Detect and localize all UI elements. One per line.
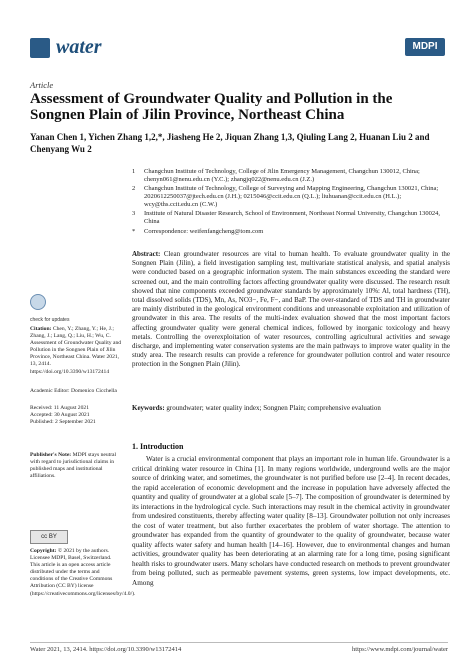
- author-list: Yanan Chen 1, Yichen Zhang 1,2,*, Jiasheng He 2, Jiquan Zhang 1,3, Qiuling Lang 2, Huanan Liu 2 and Chenyang Wu 2: [30, 132, 430, 154]
- affiliation-1: [132, 168, 452, 184]
- citation-text: Chen, Y.; Zhang, Y.; He, J.; Zhang, J.; Lang, Q.; Liu, H.; Wu, C. Assessment of Groundwater Quality and Pollution in the Songnen Plain of Jilin Province, Northeast China. Water 2021, 13, 2414. https://doi.org/10.3390/w13172414: [30, 326, 122, 375]
- received-date: Received: 11 August 2021: [30, 405, 89, 411]
- article-type: Article: [30, 80, 54, 90]
- copyright-label: Copyright:: [30, 548, 57, 554]
- introduction-body: [132, 455, 450, 588]
- affiliation-text: Changchun Institute of Technology, College of Jilin Emergency Management, Changchun 130012, China; chenyn061@nenu.edu.cn (Y.C.); zhangjq022@nenu.edu.cn (J.Z.): [144, 168, 420, 183]
- publisher-note-label: Publisher's Note:: [30, 452, 72, 458]
- abstract: [132, 250, 450, 370]
- correspondence: [132, 228, 452, 236]
- journal-name: water: [56, 36, 102, 58]
- check-for-updates-button[interactable]: [30, 293, 72, 329]
- accepted-date: Accepted: 30 August 2021: [30, 412, 90, 419]
- abstract-label: Abstract:: [132, 250, 161, 258]
- affiliation-3: [132, 210, 452, 226]
- section-heading: 1. Introduction: [132, 442, 184, 451]
- keywords-label: Keywords:: [132, 404, 165, 412]
- check-updates-icon: [30, 294, 46, 310]
- keywords-text: groundwater; water quality index; Songnen Plain; comprehensive evaluation: [166, 404, 381, 412]
- keywords: [132, 404, 450, 413]
- affiliation-number: *: [132, 228, 136, 235]
- published-date: Published: 2 September 2021: [30, 419, 96, 426]
- journal-url-link[interactable]: https://www.mdpi.com/journal/water: [352, 646, 448, 653]
- publisher-note-text: MDPI stays neutral with regard to jurisdictional claims in published maps and institutional affiliations.: [30, 452, 117, 480]
- affiliation-text: Changchun Institute of Technology, College of Surveying and Mapping Engineering, Changchun 130021, China; 2020612250037@jtech.edu.cn (J.H.); 0215046@ccit.edu.cn (Q.L.); liuhuanan@ccit.edu.cn (H.L.); wcy@ths.ccit.edu.cn (C.W.): [144, 185, 439, 208]
- abstract-text: Clean groundwater resources are vital to human health. To evaluate groundwater quality in the Songnen Plain (Jilin), a field investigation sampling test, multivariate statistical analysis, and spatial analysis were conducted based on a geographic information system. The main substances exceeding the standard were screened out, and the main controlling factors affecting groundwater quality were discussed. The research result showed that nine components exceeded groundwater standards by approximately 10%: Al, total hardness (TH), total dissolved solids (TDS), Mn, As, NO3−, Fe, F−, and BaP. The over-standard of TDS and TH in groundwater are mainly distributed in the geological environment conditions and unreasonable exploitation and utilization of groundwater in this area. The results of the multi-index evaluation showed that the most important factors affecting groundwater quality were general chemical indices, followed by inorganic toxicology and heavy metals. Controlling the overexploitation of water resources, controlling agricultural activities and sewage discharge, and implementing water conservation systems are the main pathways to improve water quality in the study area. The research results can provide a reference for groundwater pollution control and water resource protection in the Songnen Plain (Jilin).: [132, 250, 451, 369]
- citation-block: [30, 326, 122, 376]
- affiliation-number: 1: [132, 168, 136, 175]
- correspondence-text: Correspondence: weifenfangcheng@tom.com: [144, 228, 264, 235]
- cc-by-license-icon[interactable]: cc BY: [30, 530, 68, 544]
- affiliation-number: 3: [132, 210, 136, 217]
- citation-label: Citation:: [30, 326, 52, 332]
- affiliation-number: 2: [132, 185, 136, 192]
- check-updates-label: check for updates: [30, 316, 70, 323]
- copyright-text: © 2021 by the authors. Licensee MDPI, Basel, Switzerland. This article is an open access article distributed under the terms and conditions of the Creative Commons Attribution (CC BY) license (https://creativecommons.org/licenses/by/4.0/).: [30, 548, 136, 597]
- journal-logo-icon: [30, 38, 50, 58]
- affiliation-text: Institute of Natural Disaster Research, School of Environment, Northeast Normal University, Changchun 130024, China: [144, 210, 440, 225]
- paper-title: Assessment of Groundwater Quality and Pollution in the Songnen Plain of Jilin Province, Northeast China: [30, 91, 393, 123]
- copyright-block: [30, 548, 136, 598]
- footer-divider: [30, 642, 448, 643]
- introduction-paragraph: Water is a crucial environmental component that plays an important role in human life. Groundwater is a critical drinking water resource in China [1]. In many regions worldwide, underground wells are the major source of drinking water, and sometimes, the groundwater is not purified before use [2–4]. In recent decades, the rapid acceleration of economic development and the increase in population have adversely affected the quantity and quality of groundwater at a global scale [5–7]. The composition of groundwater is determined by its interactions in the hydrological cycle. Such interactions may result in the chemical activity in groundwater from undesired constituents, thereby affecting water quality [8–13]. Groundwater pollution not only increases the cost of water treatment, but also further exacerbates the problem of water shortage. The attention to groundwater has expanded from the quantity of groundwater to the quality of groundwater, because water quality affects water safety and human health [14–16]. However, due to environmental changes and human activities, groundwater quality has been deteriorating at an alarming rate for a long time, posing significant health risks to groundwater users. Many scholars have conducted research on methods to prevent groundwater from being polluted, such as permeable pavement systems, green systems, low impact developments, etc. Among: [132, 455, 450, 587]
- footer-citation[interactable]: Water 2021, 13, 2414. https://doi.org/10.3390/w13172414: [30, 646, 182, 653]
- publisher-note: [30, 452, 122, 480]
- affiliation-2: [132, 185, 452, 209]
- academic-editor: Academic Editor: Domenico Cicchella: [30, 388, 117, 394]
- publisher-logo[interactable]: MDPI: [405, 38, 445, 56]
- dates-block: [30, 405, 122, 426]
